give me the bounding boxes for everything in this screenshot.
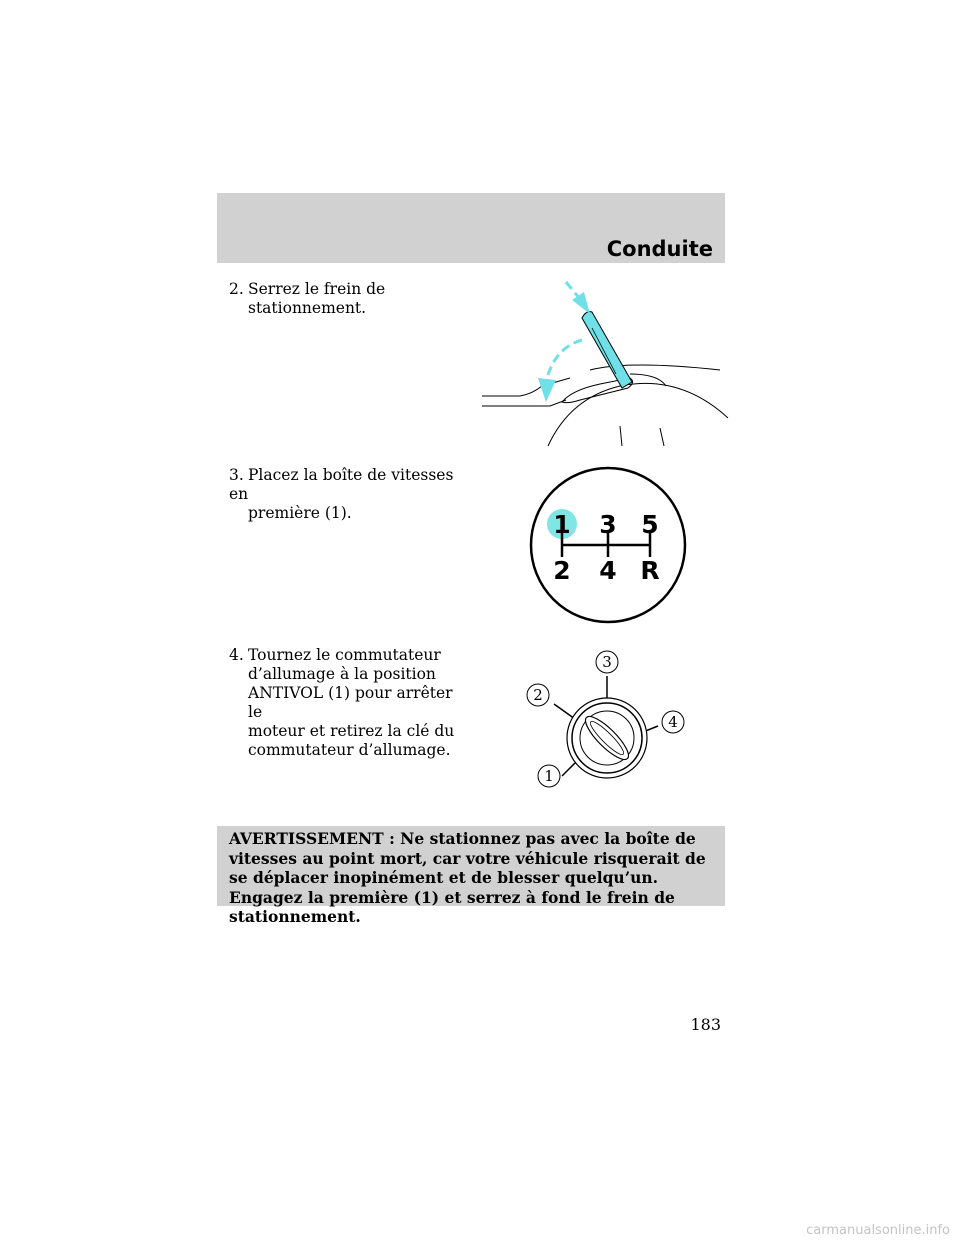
parking-brake-illustration xyxy=(480,278,730,450)
gear-label: 4 xyxy=(599,556,617,585)
gear-label: R xyxy=(640,556,660,585)
gear-label: 3 xyxy=(599,510,617,539)
step-4 xyxy=(229,646,469,760)
step-number: 3. xyxy=(229,466,244,484)
step-2 xyxy=(229,280,469,318)
warning-box xyxy=(217,826,725,926)
gear-label: 1 xyxy=(553,510,571,539)
section-header xyxy=(217,193,725,263)
step-text-line: Serrez le frein de xyxy=(248,280,386,298)
brake-lever-icon xyxy=(582,312,632,388)
warning-text: AVERTISSEMENT : Ne stationnez pas avec la boîte de vitesses au point mort, car votre véhicule risquerait de se déplacer inopinément et de blesser quelqu’un. Engagez la première (1) et serrez à fond le frein de stationnement. xyxy=(229,829,706,926)
step-text-line: moteur et retirez la clé du xyxy=(248,722,455,740)
shift-pattern-diagram xyxy=(528,465,688,625)
step-text-line: d’allumage à la position xyxy=(248,665,436,683)
step-text-line: stationnement. xyxy=(248,299,367,317)
rotation-arrow-icon xyxy=(538,340,582,402)
ignition-position-label: 1 xyxy=(544,767,554,785)
ignition-position-label: 2 xyxy=(533,686,543,704)
step-text-line: première (1). xyxy=(248,504,352,522)
ignition-switch-diagram xyxy=(520,642,700,802)
step-text-line: Tournez le commutateur xyxy=(248,646,441,664)
watermark: carmanualsonline.info xyxy=(806,1223,950,1238)
step-text-line: commutateur d’allumage. xyxy=(248,741,451,759)
section-title: Conduite xyxy=(606,237,713,261)
step-3 xyxy=(229,466,469,523)
step-text-line: ANTIVOL (1) pour arrêter le xyxy=(248,684,453,721)
ignition-lock-icon xyxy=(567,698,647,778)
gear-label: 5 xyxy=(641,510,659,539)
pull-arrow-icon xyxy=(566,282,590,314)
step-number: 4. xyxy=(229,646,244,664)
step-text-line: Placez la boîte de vitesses en xyxy=(229,466,454,503)
page-number: 183 xyxy=(690,1015,721,1034)
ignition-position-label: 3 xyxy=(602,653,612,671)
gear-label: 2 xyxy=(553,556,571,585)
ignition-position-label: 4 xyxy=(668,713,678,731)
step-number: 2. xyxy=(229,280,244,298)
